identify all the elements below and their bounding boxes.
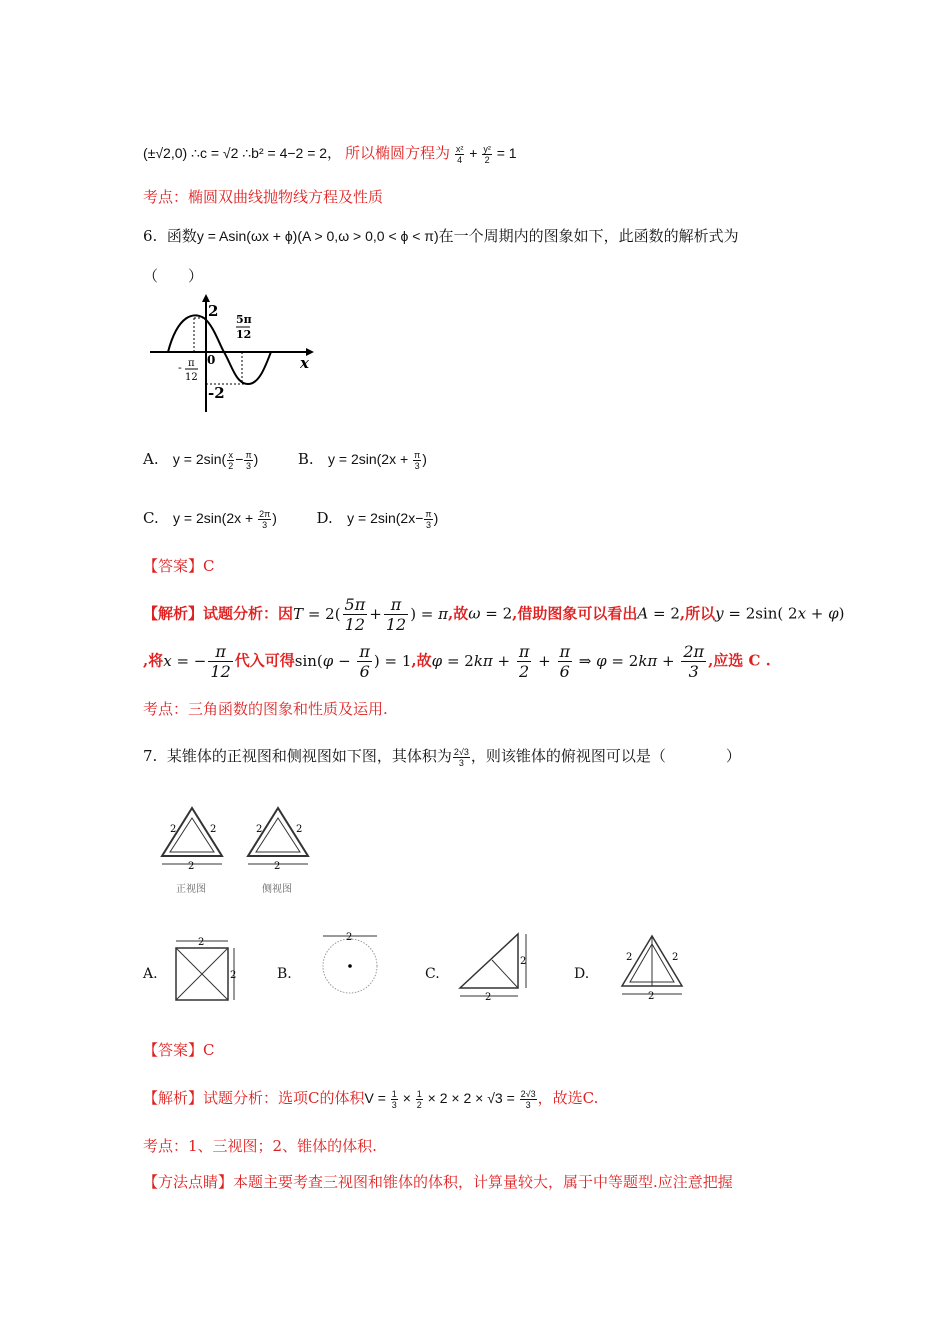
method-tip-7: 【方法点睛】本题主要考查三视图和锥体的体积，计算量较大，属于中等题型.应注意把握 [143,1173,733,1191]
svg-text:2: 2 [170,824,177,835]
svg-text:2: 2 [188,861,195,872]
svg-text:2: 2 [520,956,527,967]
analysis-6-line2: ,将x = − $\frac{\pi}{12}$ 代入可得sin(φ − $\frac{\pi}{6}$ ) = 1,故φ = 2kπ + $\frac{\pi}{2}$ + $\frac{\pi}{6}$ ⇒ φ = 2kπ + $\frac{2\pi}{3}$ ,应选 C . [143,642,771,681]
option-c-label: C. [143,509,159,527]
q6-options-ab [143,449,427,471]
x-var-label: x [300,354,309,372]
fraction-y2-2: $\frac{\text{y²}}{2}$ [483,143,491,165]
side-view-caption: 侧视图 [262,884,292,895]
svg-text:2: 2 [198,937,205,948]
option-b-label: B. [297,450,314,468]
q7-option-d-label: D. [574,966,590,982]
option-a-label: A. [143,450,159,468]
svg-text:2: 2 [274,861,281,872]
knowledge-point-1: 考点：椭圆双曲线抛物线方程及性质 [143,188,384,206]
ellipse-equation-label: 所以椭圆方程为 [344,144,450,162]
three-view-figures [150,802,326,898]
left-x-numerator: π [188,358,195,369]
answer-parentheses: （ ） [143,267,204,285]
y-axis-arrow-icon [202,294,210,302]
q6-options-cd [143,508,438,530]
analysis-7: 【解析】试题分析：选项C的体积V = $\frac{1}{3}$ × $\frac{1}{2}$ × 2 × 2 × √3 = $\frac{2√3}{3}$ ，故选C. [143,1088,599,1110]
sine-graph [148,294,318,416]
derivation-text: (±√2,0) ∴c = √2 ∴b² = 4−2 = 2， [143,145,342,161]
question-7-stem: 7. 某锥体的正视图和侧视图如下图，其体积为 $\frac{2√3}{3}$ ，则该锥体的俯视图可以是（ ） [143,746,741,768]
function-formula: y = Asin(ωx + ϕ)(A > 0,ω > 0,0 < ϕ < π) [196,228,439,244]
stem-pre: 函数 [166,227,197,245]
svg-text:2: 2 [485,992,492,1002]
left-x-sign: - [178,361,182,374]
side-view [248,808,308,895]
option-d-triangle-figure [606,930,698,1004]
svg-text:2: 2 [230,970,237,981]
question-6-stem [143,226,739,246]
svg-text:2: 2 [648,991,655,1002]
option-d-label: D. [316,509,333,527]
svg-text:2: 2 [672,952,679,963]
svg-text:2: 2 [210,824,217,835]
svg-text:2: 2 [256,824,263,835]
svg-text:2: 2 [626,952,633,963]
ymax-label: 2 [208,302,219,320]
q7-option-c-label: C. [425,966,440,982]
sine-curve [168,315,271,384]
q7-option-a-label: A. [143,966,158,982]
front-view-caption: 正视图 [176,884,206,895]
option-c-triangle-figure [454,930,534,1002]
svg-text:2: 2 [346,932,353,943]
option-b-circle-figure [318,930,382,996]
option-b-formula: y = 2sin(2x + $\frac{\pi}{3}$ ) [328,449,427,471]
svg-text:2: 2 [296,824,303,835]
knowledge-point-6: 考点：三角函数的图象和性质及运用. [143,700,388,718]
right-x-denominator: 12 [236,328,252,341]
ymin-label: -2 [208,384,225,402]
question-number: 6. [143,227,158,245]
analysis-6-line1: 【解析】试题分析：因T = 2( $\frac{5\pi}{12}$ + $\frac{\pi}{12}$ ) = π,故ω = 2,借助图象可以看出A = 2,所以y = 2sin( 2x + φ) [143,595,845,634]
stem-post: 在一个周期内的图象如下，此函数的解析式为 [438,227,739,245]
ellipse-derivation-line: (±√2,0) ∴c = √2 ∴b² = 4−2 = 2， 所以椭圆方程为 $\frac{\text{x²}}{4}$ + $\frac{\text{y²}}{2}$ = 1 [143,143,517,165]
q7-option-b-label: B. [277,966,292,982]
option-d-formula: y = 2sin(2x− $\frac{\pi}{3}$ ) [347,508,439,530]
knowledge-point-7: 考点：1、三视图；2、锥体的体积. [143,1137,377,1155]
volume-formula: V = $\frac{1}{3}$ × $\frac{1}{2}$ × 2 × 2 × √3 = $\frac{2√3}{3}$ [364,1088,536,1110]
fraction-x2-4: $\frac{\text{x²}}{4}$ [455,143,464,165]
origin-label: 0 [207,353,216,367]
right-x-numerator: 5π [236,313,252,326]
option-a-formula: y = 2sin( $\frac{x}{2}$ − $\frac{\pi}{3}$ ) [172,449,259,471]
answer-7: 【答案】C [143,1041,215,1059]
front-view [162,808,222,895]
left-x-denominator: 12 [185,372,198,383]
option-c-formula: y = 2sin(2x + $\frac{2\pi}{3}$ ) [173,508,277,530]
volume-fraction: $\frac{2√3}{3}$ [453,746,469,768]
answer-6: 【答案】C [143,557,215,575]
option-a-square-figure [168,936,238,1006]
